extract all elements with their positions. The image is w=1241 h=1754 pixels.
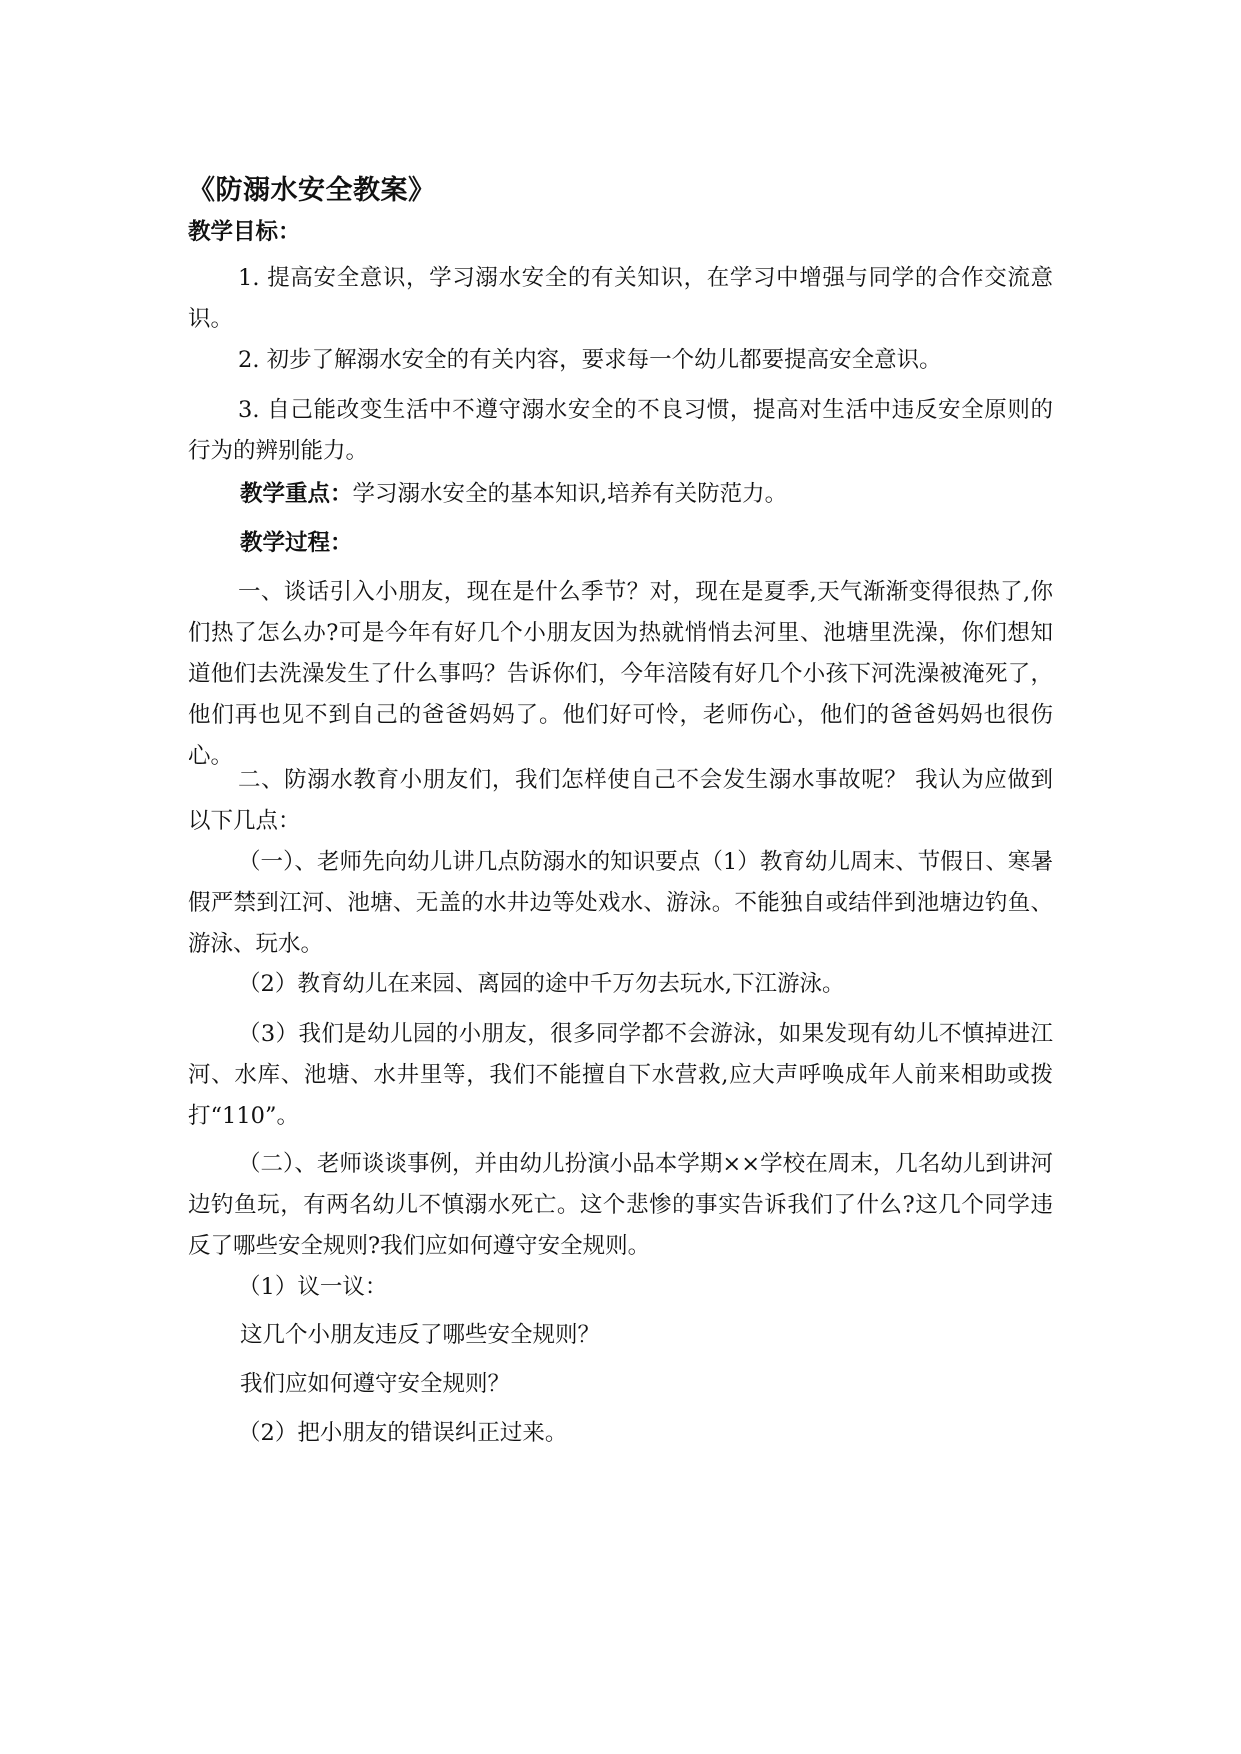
goal-item-1: 1. 提高安全意识，学习溺水安全的有关知识，在学习中增强与同学的合作交流意识。 bbox=[188, 265, 1053, 332]
discuss-question-2: 我们应如何遵守安全规则？ bbox=[240, 1371, 511, 1397]
process-section-1: （一）、老师先向幼儿讲几点防溺水的知识要点（1）教育幼儿周末、节假日、寒暑假严禁到江河、池塘、无盖的水井边等处戏水、游泳。不能独自或结伴到池塘边钓鱼、游泳、玩水。 bbox=[188, 849, 1053, 957]
key-points-paragraph bbox=[240, 474, 1053, 515]
key-points-label: 教学重点： bbox=[240, 481, 353, 507]
key-points-text: 学习溺水安全的基本知识,培养有关防范力。 bbox=[352, 481, 788, 507]
document-title: 《防溺水安全教案》 bbox=[188, 175, 436, 206]
process-point-2: （2）教育幼儿在来园、离园的途中千万勿去玩水,下江游泳。 bbox=[238, 971, 845, 997]
goal-item-2: 2. 初步了解溺水安全的有关内容，要求每一个幼儿都要提高安全意识。 bbox=[238, 347, 942, 373]
process-heading: 教学过程： bbox=[240, 530, 353, 556]
process-section-2: （二）、老师谈谈事例，并由幼儿扮演小品本学期××学校在周末，几名幼儿到讲河边钓鱼玩，有两名幼儿不慎溺水死亡。这个悲惨的事实告诉我们了什么?这几个同学违反了哪些安全规则?我们应如何遵守安全规则。 bbox=[188, 1151, 1053, 1259]
goal-item-3: 3. 自己能改变生活中不遵守溺水安全的不良习惯，提高对生活中违反安全原则的行为的辨别能力。 bbox=[188, 397, 1053, 464]
correct-heading: （2）把小朋友的错误纠正过来。 bbox=[238, 1420, 568, 1446]
discuss-question-1: 这几个小朋友违反了哪些安全规则？ bbox=[240, 1322, 601, 1348]
process-point-3: （3）我们是幼儿园的小朋友，很多同学都不会游泳，如果发现有幼儿不慎掉进江河、水库、池塘、水井里等，我们不能擅自下水营救,应大声呼唤成年人前来相助或拨打“110”。 bbox=[188, 1021, 1053, 1129]
process-part-2: 二、防溺水教育小朋友们，我们怎样使自己不会发生溺水事故呢？ 我认为应做到以下几点： bbox=[188, 767, 1053, 834]
process-part-1: 一、谈话引入小朋友，现在是什么季节？对，现在是夏季,天气渐渐变得很热了,你们热了怎么办?可是今年有好几个小朋友因为热就悄悄去河里、池塘里洗澡，你们想知道他们去洗澡发生了什么事吗？告诉你们，今年涪陵有好几个小孩下河洗澡被淹死了，他们再也见不到自己的爸爸妈妈了。他们好可怜，老师伤心，他们的爸爸妈妈也很伤心。 bbox=[188, 579, 1053, 769]
goals-heading: 教学目标： bbox=[188, 219, 301, 245]
discuss-heading: （1）议一议： bbox=[238, 1274, 388, 1300]
